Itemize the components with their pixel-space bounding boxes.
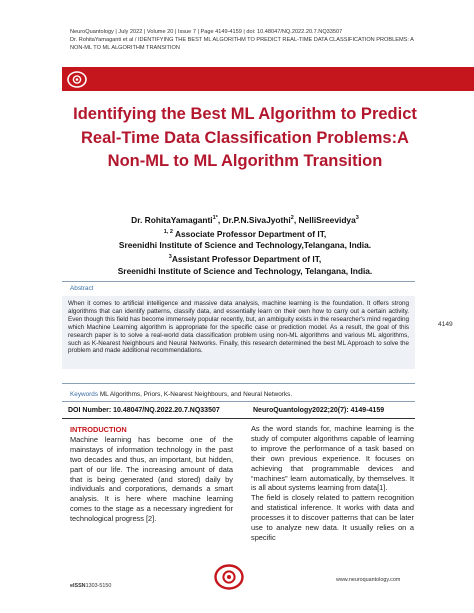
footer-website-link[interactable]: www.neuroquantology.com bbox=[336, 577, 401, 583]
running-title-line: Dr. RohitaYamaganti et al / IDENTIFYING THE BEST ML ALGORITHM TO PREDICT REAL-TIME DATA CLASSIFICATION PROBLEMS: A NON-ML TO ML ALGORITHM TRANSITION bbox=[70, 37, 414, 51]
affiliation-2-institution: Sreenidhi Institute of Science and Technology, Telangana, India. bbox=[117, 265, 373, 276]
section-heading: INTRODUCTION bbox=[70, 425, 127, 434]
affiliation-1-institution: Sreenidhi Institute of Science and Technology,Telangana, India. bbox=[118, 240, 372, 251]
journal-logo-icon bbox=[214, 564, 244, 590]
journal-citation: NeuroQuantology2022;20(7): 4149-4159 bbox=[253, 407, 385, 414]
author-block bbox=[70, 213, 420, 277]
abstract-label: Abstract bbox=[70, 285, 94, 292]
divider bbox=[62, 401, 415, 402]
affiliation-1: $^{1, 2}$ Associate Professor Department of IT, bbox=[163, 228, 327, 239]
header-red-bar bbox=[62, 67, 474, 91]
keywords-line bbox=[70, 391, 292, 398]
journal-citation-line: NeuroQuantology | July 2022 | Volume 20 | Issue 7 | Page 4149-4159 | doi: 10.48047/NQ.2022.20.7.NQ33507 bbox=[70, 29, 343, 35]
abstract-text: When it comes to artificial intelligence and massive data analysis, machine learning is the foundation. It offers strong algorithms that can identify patterns, classify data, and essentially learn on their own how to carry out a certain activity. Even though this field has become immensely popular recently, but, an ambiguity exists in the researcher's mind regarding which Machine Learning algorithm is appropriate for the specific case or prediction model. As a result, the goal of this research paper is to solve a real-world data classification problem using non-ML algorithms and various ML algorithms, such as K-Nearest Neighbours and Neural Networks. Finally, this research determined the best ML Approach to solve the problem and made additional recommendations. bbox=[68, 300, 409, 355]
paragraph: Machine learning has become one of the mainstays of information technology in the past two decades and thus, an important, but hidden, part of our life. The increasing amount of data that is being generated (and stored) daily by individuals and corporations, demands a smart analysis. It is here where machine learning comes to the stage as a necessary ingredient for technological progress [2]. bbox=[70, 434, 233, 524]
keywords-text: ML Algorithms, Priors, K-Nearest Neighbours, and Neural Networks. bbox=[98, 391, 293, 398]
keywords-label: Keywords bbox=[70, 391, 99, 398]
doi-line bbox=[68, 407, 418, 414]
column-left bbox=[70, 425, 233, 524]
divider bbox=[62, 383, 415, 384]
affiliation-2: $^3$Assistant Professor Department of IT, bbox=[168, 253, 322, 264]
author-names: Dr. RohitaYamaganti$^{1*}$, Dr.P.N.SivaJyothi$^2$, NelliSreevidya$^3$ bbox=[131, 214, 359, 225]
doi-number: DOI Number: 10.48047/NQ.2022.20.7.NQ33507 bbox=[68, 407, 220, 414]
divider bbox=[62, 281, 415, 282]
journal-logo-icon bbox=[67, 71, 87, 88]
footer-issn: eISSN1303-5150 bbox=[70, 583, 112, 589]
page-number: 4149 bbox=[438, 321, 453, 328]
paragraph: The field is closely related to pattern recognition and statistical inference. It works with data and processes it to discover patterns that can be later use to analyze new data. It usually relies on a specific bbox=[251, 493, 414, 542]
column-right bbox=[251, 424, 414, 543]
running-header bbox=[70, 28, 420, 52]
divider bbox=[62, 418, 415, 419]
paper-title: Identifying the Best ML Algorithm to Predict Real-Time Data Classification Problems:A Non-ML to ML Algorithm Transition bbox=[73, 105, 417, 170]
paragraph: As the word stands for, machine learning is the study of computer algorithms capable of learning to improve the performance of a task based on their own previous experience. It focuses on achieving that programmable devices and “machines” learn automatically, by themselves. It is all about systems learning from data[1]. bbox=[251, 424, 414, 493]
